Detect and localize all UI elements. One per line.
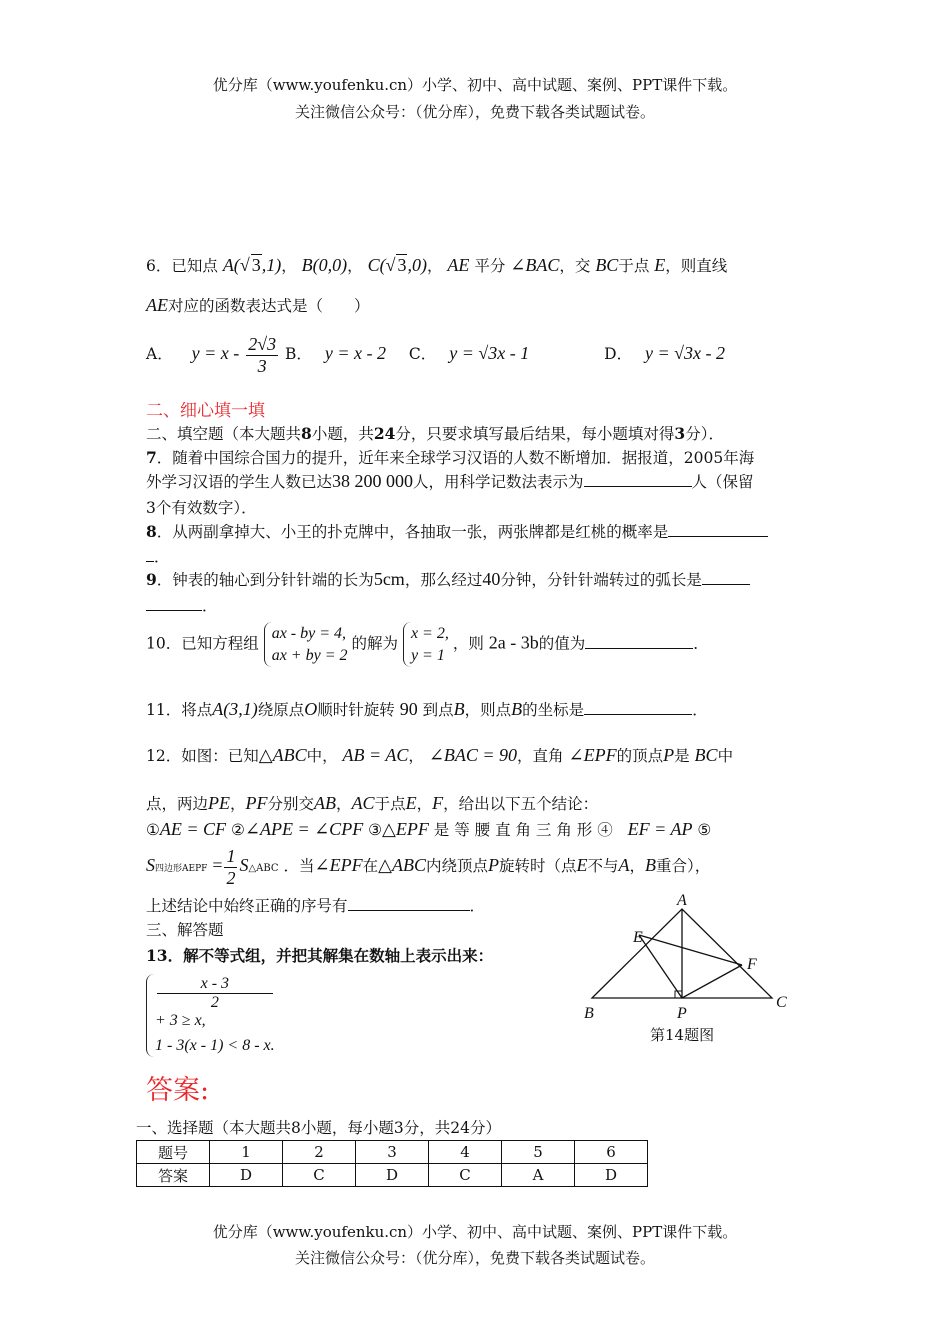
label-b: B bbox=[584, 1005, 594, 1022]
footer-line-2: 关注微信公众号：（优分库），免费下载各类试题试卷。 bbox=[294, 1249, 655, 1267]
footer-line-1: 优分库（www.youfenku.cn）小学、初中、高中试题、案例、PPT课件下载。 bbox=[212, 1223, 738, 1241]
header-line-2: 关注微信公众号：（优分库），免费下载各类试题试卷。 bbox=[294, 103, 655, 121]
option-c-label: C． bbox=[408, 345, 437, 364]
question-7-line-2: 外学习汉语的学生人数已达38 200 000人，用科学记数法表示为 人（保留 bbox=[146, 471, 754, 491]
figure-caption: 第14题图 bbox=[650, 1026, 715, 1044]
triangle-figure bbox=[578, 888, 818, 1048]
answer-blank[interactable] bbox=[702, 570, 750, 585]
question-9-end: ． bbox=[146, 594, 218, 616]
point-b: B(0,0) bbox=[301, 255, 348, 275]
table-cell: 6 bbox=[575, 1141, 648, 1164]
question-10: 10．已知方程组 ax - by = 4, ax + by = 2 的解为 x = 2, y = 1 ，则 2a - 3b的值为 ． bbox=[146, 622, 709, 667]
table-cell: D bbox=[356, 1164, 429, 1187]
angle-epf bbox=[639, 935, 742, 998]
equation-system: ax - by = 4, ax + by = 2 bbox=[264, 622, 352, 667]
answers-description: 一、选择题（本大题共8小题，每小题3分，共24分） bbox=[136, 1119, 501, 1137]
question-8-end: ． bbox=[146, 545, 170, 567]
label-c: C bbox=[776, 994, 787, 1011]
answer-blank[interactable] bbox=[348, 896, 470, 911]
label-a: A bbox=[677, 892, 687, 909]
option-a-fraction: $\frac{2√3}{3}$ bbox=[248, 334, 277, 376]
question-6-options: A． y = x - $\frac{2√3}{3}$ B． y = x - 2 C． y = √3x - 1 D． y = √3x - 2 bbox=[146, 334, 726, 376]
section-2-description: 二、填空题（本大题共8小题，共24分，只要求填写最后结果，每小题填对得3分）． bbox=[146, 424, 724, 443]
answer-blank[interactable] bbox=[584, 700, 692, 715]
section-3-title: 三、解答题 bbox=[146, 921, 224, 939]
one-half: $\frac{1}{2}$ bbox=[226, 846, 236, 888]
table-cell: A bbox=[502, 1164, 575, 1187]
point-c: C(√ 3,0) bbox=[367, 255, 427, 275]
question-11: 11．将点A(3,1)绕原点O顺时针旋转 90 到点B，则点B的坐标是 ． bbox=[146, 699, 708, 719]
header-line-1: 优分库（www.youfenku.cn）小学、初中、高中试题、案例、PPT课件下载。 bbox=[212, 76, 738, 94]
answer-blank[interactable] bbox=[585, 634, 693, 649]
question-12-line-5: 上述结论中始终正确的序号有 ． bbox=[146, 897, 486, 915]
point-a: A(√ 3,1) bbox=[222, 255, 282, 275]
question-6-line-1: 6．已知点 A(√ 3,1)， B(0,0)， C(√ 3,0)， AE 平分 ∠BAC，交 BC于点 E，则直线 bbox=[146, 255, 728, 275]
option-a-label: A． bbox=[146, 345, 173, 364]
label-p: P bbox=[677, 1005, 687, 1022]
option-b-label: B． bbox=[285, 345, 312, 364]
section-2-title: 二、细心填一填 bbox=[146, 401, 265, 421]
inequality-system: x - 3 2 + 3 ≥ x, 1 - 3(x - 1) < 8 - x. bbox=[146, 974, 279, 1057]
question-6-line-2: AE对应的函数表达式是（ ） bbox=[146, 295, 370, 315]
table-row bbox=[137, 1141, 648, 1164]
table-cell: 5 bbox=[502, 1141, 575, 1164]
table-cell: D bbox=[210, 1164, 283, 1187]
table-header-cell: 题号 bbox=[137, 1141, 210, 1164]
table-cell: D bbox=[575, 1164, 648, 1187]
question-9: 9．钟表的轴心到分针针端的长为5cm，那么经过40分钟，分针针端转过的弧长是 bbox=[146, 568, 750, 590]
answer-blank[interactable] bbox=[146, 596, 202, 611]
answer-blank[interactable] bbox=[584, 472, 692, 487]
option-d-label: D． bbox=[604, 345, 633, 364]
question-7-line-1: 7．随着中国综合国力的提升，近年来全球学习汉语的人数不断增加．据报道，2005年海 bbox=[146, 448, 755, 467]
question-12-line-2: 点，两边PE，PF分别交AB，AC于点E，F，给出以下五个结论： bbox=[146, 793, 599, 813]
table-cell: 4 bbox=[429, 1141, 502, 1164]
table-cell: 1 bbox=[210, 1141, 283, 1164]
question-13: 13．解不等式组，并把其解集在数轴上表示出来： bbox=[146, 946, 494, 965]
answers-title: 答案: bbox=[146, 1075, 210, 1106]
question-7-line-3: 3个有效数字）． bbox=[146, 499, 257, 517]
question-12-line-4: S四边形AEPF = $\frac{1}{2}$ S△ABC ．当∠EPF在△ABC内绕顶点P旋转时（点E不与A，B重合）， bbox=[146, 846, 711, 888]
table-cell: C bbox=[429, 1164, 502, 1187]
table-header-cell: 答案 bbox=[137, 1164, 210, 1187]
question-12-conclusions: ①AE = CF ②∠APE = ∠CPF ③△EPF 是 等 腰 直 角 三 角 形 ④ EF = AP ⑤ bbox=[146, 819, 712, 839]
answer-blank[interactable] bbox=[668, 522, 768, 537]
table-row bbox=[137, 1164, 648, 1187]
answer-table bbox=[136, 1140, 648, 1187]
label-e: E bbox=[633, 929, 643, 946]
table-cell: C bbox=[283, 1164, 356, 1187]
answer-blank[interactable] bbox=[146, 547, 154, 562]
question-8: 8．从两副拿掉大、小王的扑克牌中，各抽取一张，两张牌都是红桃的概率是 bbox=[146, 520, 768, 542]
segment-ef bbox=[639, 935, 742, 965]
table-cell: 2 bbox=[283, 1141, 356, 1164]
label-f: F bbox=[747, 956, 757, 973]
question-12-line-1: 12．如图：已知△ABC中， AB = AC， ∠BAC = 90，直角 ∠EPF的顶点P是 BC中 bbox=[146, 745, 734, 765]
solution-system: x = 2, y = 1 bbox=[403, 622, 453, 667]
table-cell: 3 bbox=[356, 1141, 429, 1164]
